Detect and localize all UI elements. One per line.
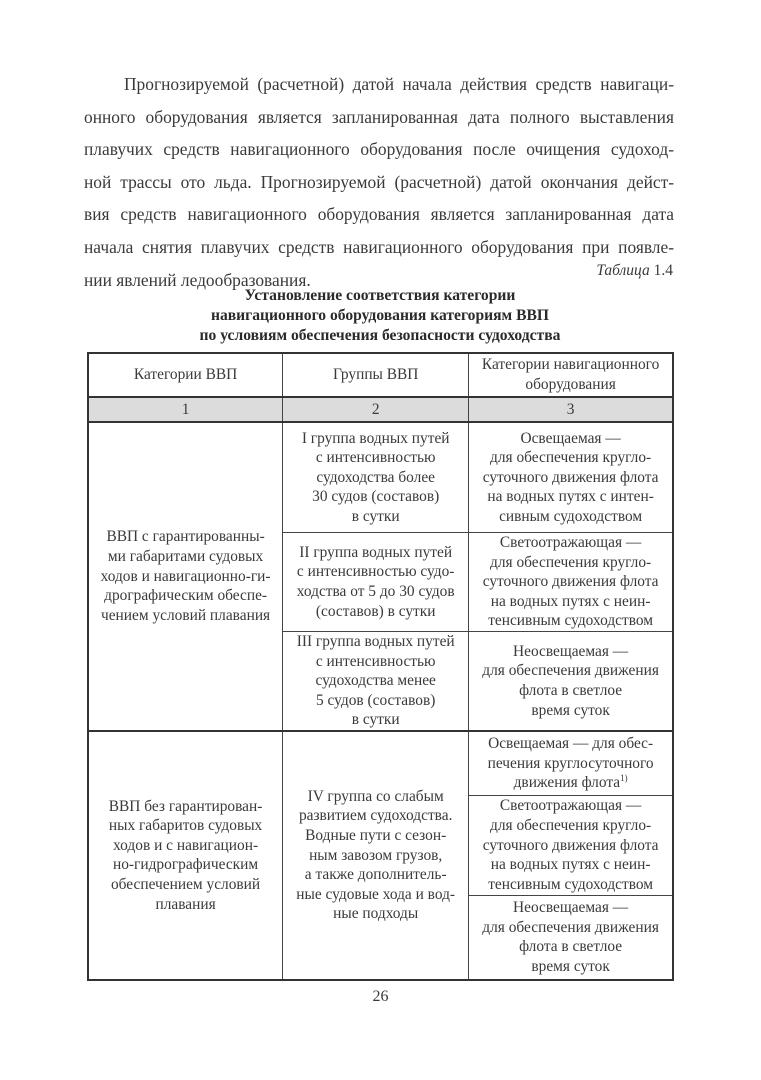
cell-line: на водных путях с неин- [490,856,651,874]
nav-category-cell [469,895,673,980]
body-paragraph [84,68,674,296]
table-row [88,731,673,796]
column-number: 2 [283,397,469,422]
cell-line: ходов и навигационно-ги- [100,567,271,585]
cell-line: II группа водных путей [299,543,453,561]
group-cell [283,533,469,632]
cell-line: Светоотражающая — [499,797,642,815]
cell-line: время суток [531,701,610,719]
cell-line: ходства от 5 до 30 судов [296,582,455,600]
cell-line: судоходства более [316,468,435,486]
cell-line [475,773,666,793]
page-number: 26 [372,988,389,1005]
nav-category-cell [469,731,673,796]
cell-line: ВВП без гарантирован- [108,797,263,815]
table-caption [84,286,676,346]
cell-line: в сутки [351,507,400,525]
cell-line: Водные пути с сезон- [305,827,447,845]
paragraph-line: ной трассы ото льда. Прогнозируемой (расчетной) датой окончания дейст- [84,171,674,192]
cell-line: ные подходы [333,905,419,923]
cell-line: флота в светлое [519,938,623,956]
cell-line: развитием судоходства. [298,807,453,825]
nav-category-cell [469,795,673,895]
cell-line: в сутки [351,711,400,729]
cell-line: суточного движения флота [482,836,659,854]
cell-line: ным завозом грузов, [309,846,443,864]
column-number-row [88,397,673,422]
nav-category-cell [469,533,673,632]
cell-line: Неосвещаемая — [513,899,629,917]
cell-line: IV группа со слабым [307,787,444,805]
cell-line: печения круглосуточного [487,754,654,772]
group-cell [283,731,469,980]
cell-line: Освещаемая — [520,429,621,447]
paragraph-line: Прогнозируемой (расчетной) датой начала действия средств навигаци- [124,74,674,94]
table-label [596,262,673,280]
cell-line: Светоотражающая — [499,534,642,551]
cell-line: для обеспечения движения [482,662,659,680]
cell-line: тенсивным судоходством [488,875,654,893]
group-cell [283,422,469,533]
cell-line: обеспечением условий [110,876,261,894]
nav-category-cell [469,631,673,730]
cell-line: на водных путях с интен- [487,488,654,506]
cell-line: Неосвещаемая — [513,642,629,660]
category-cell [88,731,283,980]
cell-line: для обеспечения кругло- [490,449,652,467]
cell-line: для обеспечения кругло- [490,553,652,571]
cell-line: суточного движения флота [482,468,659,486]
paragraph-line: плавучих средств навигационного оборудования после очищения судоход- [84,139,674,160]
column-number: 3 [469,397,673,422]
header-cell-groups: Группы ВВП [283,353,469,397]
paragraph-line: вия средств навигационного оборудования является запланированная дата [84,204,674,225]
cell-line: флота в светлое [519,681,623,699]
paragraph-line: нии явлений ледообразования. [84,269,311,290]
paragraph-line: онного оборудования является запланированная дата полного выставления [84,106,674,127]
cell-line: дрографическим обеспе- [104,587,268,605]
cell-line: с интенсивностью [315,652,436,670]
nav-category-cell [469,422,673,533]
cell-line: для обеспечения кругло- [490,817,652,835]
cell-line: плавания [155,895,216,913]
group-cell [283,631,469,730]
cell-line: суточного движения флота [482,573,659,591]
footnote-marker: 1) [620,773,628,784]
category-cell [88,422,283,731]
cell-line: 30 судов (составов) [312,488,440,506]
cell-line: судоходства менее [315,672,436,690]
cell-line: время суток [531,958,610,976]
cell-line: ных габаритов судовых [108,817,263,835]
cell-line: но-гидрографическим [113,856,259,874]
header-line: оборудования [525,376,616,393]
cell-line: ходов и с навигацион- [113,836,259,854]
header-line: Категории навигационного [481,356,660,374]
header-cell-categories: Категории ВВП [88,353,283,397]
table-row [88,422,673,533]
cell-line: сивным судоходством [499,507,643,525]
cell-line: 5 судов (составов) [315,691,436,709]
category-table [87,352,674,981]
column-number: 1 [88,397,283,422]
cell-line: I группа водных путей [301,429,450,447]
cell-line: III группа водных путей [296,632,455,650]
cell-line: чением условий плавания [100,606,271,624]
cell-line: ВВП с гарантированны- [106,528,265,546]
cell-line: а также дополнитель- [304,866,447,884]
cell-line: Освещаемая — для обес- [488,735,654,753]
table-label-number: 1.4 [653,262,673,279]
cell-line: на водных путях с неин- [490,592,651,610]
caption-line: навигационного оборудования категориям ВВП [210,307,550,324]
caption-line: Установление соответствия категории [244,287,516,304]
cell-line: с интенсивностью [315,449,436,467]
cell-text: движения флота [513,774,621,792]
cell-line: ные судовые хода и вод- [296,885,456,903]
cell-line: тенсивным судоходством [488,612,654,630]
paragraph-line: начала снятия плавучих средств навигационного оборудования при появле- [84,236,674,257]
cell-line: для обеспечения движения [482,918,659,936]
cell-line: с интенсивностью судо- [296,563,455,581]
table-label-word: Таблица [596,262,650,279]
cell-line: ми габаритами судовых [107,548,264,566]
cell-line: (составов) в сутки [315,602,436,620]
caption-line: по условиям обеспечения безопасности судоходства [199,327,561,344]
header-row [88,353,673,397]
header-cell-nav-categories [469,353,673,397]
